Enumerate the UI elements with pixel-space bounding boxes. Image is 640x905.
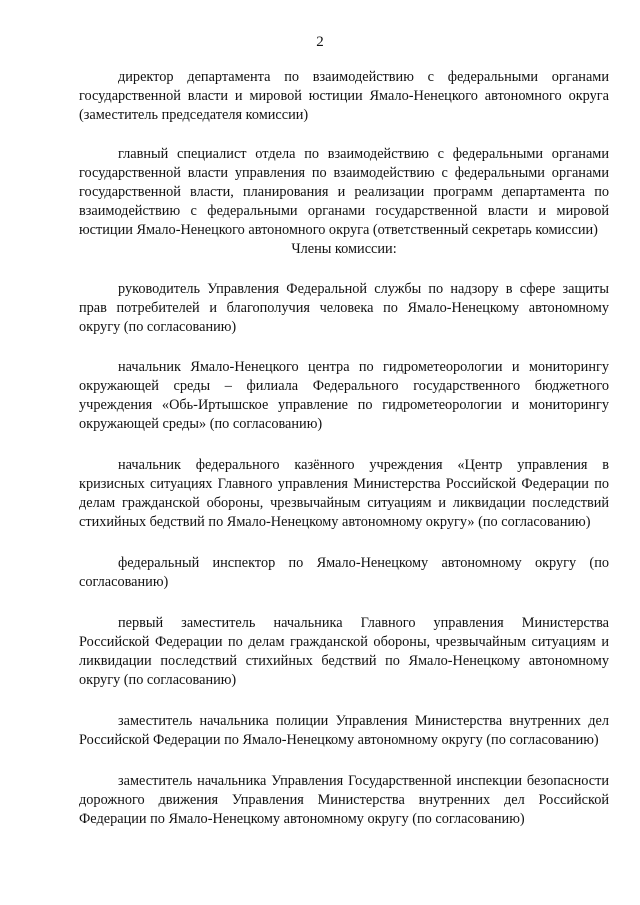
paragraph-member-crisis-center: начальник федерального казённого учреждения «Центр управления в кризисных ситуациях Главного управления Министерства Российской Федерации по делам гражданской обороны, чрезвычайным ситуациям и ликвидации последствий стихийных бедствий по Ямало-Ненецкому автономному округу» (по согласованию)	[79, 457, 609, 530]
paragraph-member-federal-inspector: федеральный инспектор по Ямало-Ненецкому автономному округу (по согласованию)	[79, 555, 609, 590]
members-heading: Члены комиссии:	[291, 241, 397, 257]
page-number: 2	[316, 34, 324, 50]
paragraph-member-rospotrebnadzor: руководитель Управления Федеральной службы по надзору в сфере защиты прав потребителей и благополучия человека по Ямало-Ненецкому автономному округу (по согласованию)	[79, 281, 609, 335]
paragraph-member-traffic-inspection: заместитель начальника Управления Государственной инспекции безопасности дорожного движения Управления Министерства внутренних дел Российской Федерации по Ямало-Ненецкому автономному округу (по согласованию)	[79, 773, 609, 827]
paragraph-member-hydromet: начальник Ямало-Ненецкого центра по гидрометеорологии и мониторингу окружающей среды – филиала Федерального государственного бюджетного учреждения «Обь-Иртышское управление по гидрометеорологии и мониторингу окружающей среды» (по согласованию)	[79, 359, 609, 432]
paragraph-member-police-deputy: заместитель начальника полиции Управления Министерства внутренних дел Российской Федерации по Ямало-Ненецкому автономному округу (по согласованию)	[79, 713, 609, 748]
paragraph-deputy-chairman: директор департамента по взаимодействию с федеральными органами государственной власти и мировой юстиции Ямало-Ненецкого автономного округа (заместитель председателя комиссии)	[79, 69, 609, 123]
paragraph-secretary: главный специалист отдела по взаимодействию с федеральными органами государственной власти управления по взаимодействию с федеральными органами государственной власти, планирования и реализации программ департамента по взаимодействию с федеральными органами государственной власти и мировой юстиции Ямало-Ненецкого автономного округа (ответственный секретарь комиссии)	[79, 146, 609, 238]
document-body	[79, 68, 609, 829]
paragraph-member-mchs-deputy: первый заместитель начальника Главного управления Министерства Российской Федерации по делам гражданской обороны, чрезвычайным ситуациям и ликвидации последствий стихийных бедствий по Ямало-Ненецкому автономному округу (по согласованию)	[79, 615, 609, 688]
